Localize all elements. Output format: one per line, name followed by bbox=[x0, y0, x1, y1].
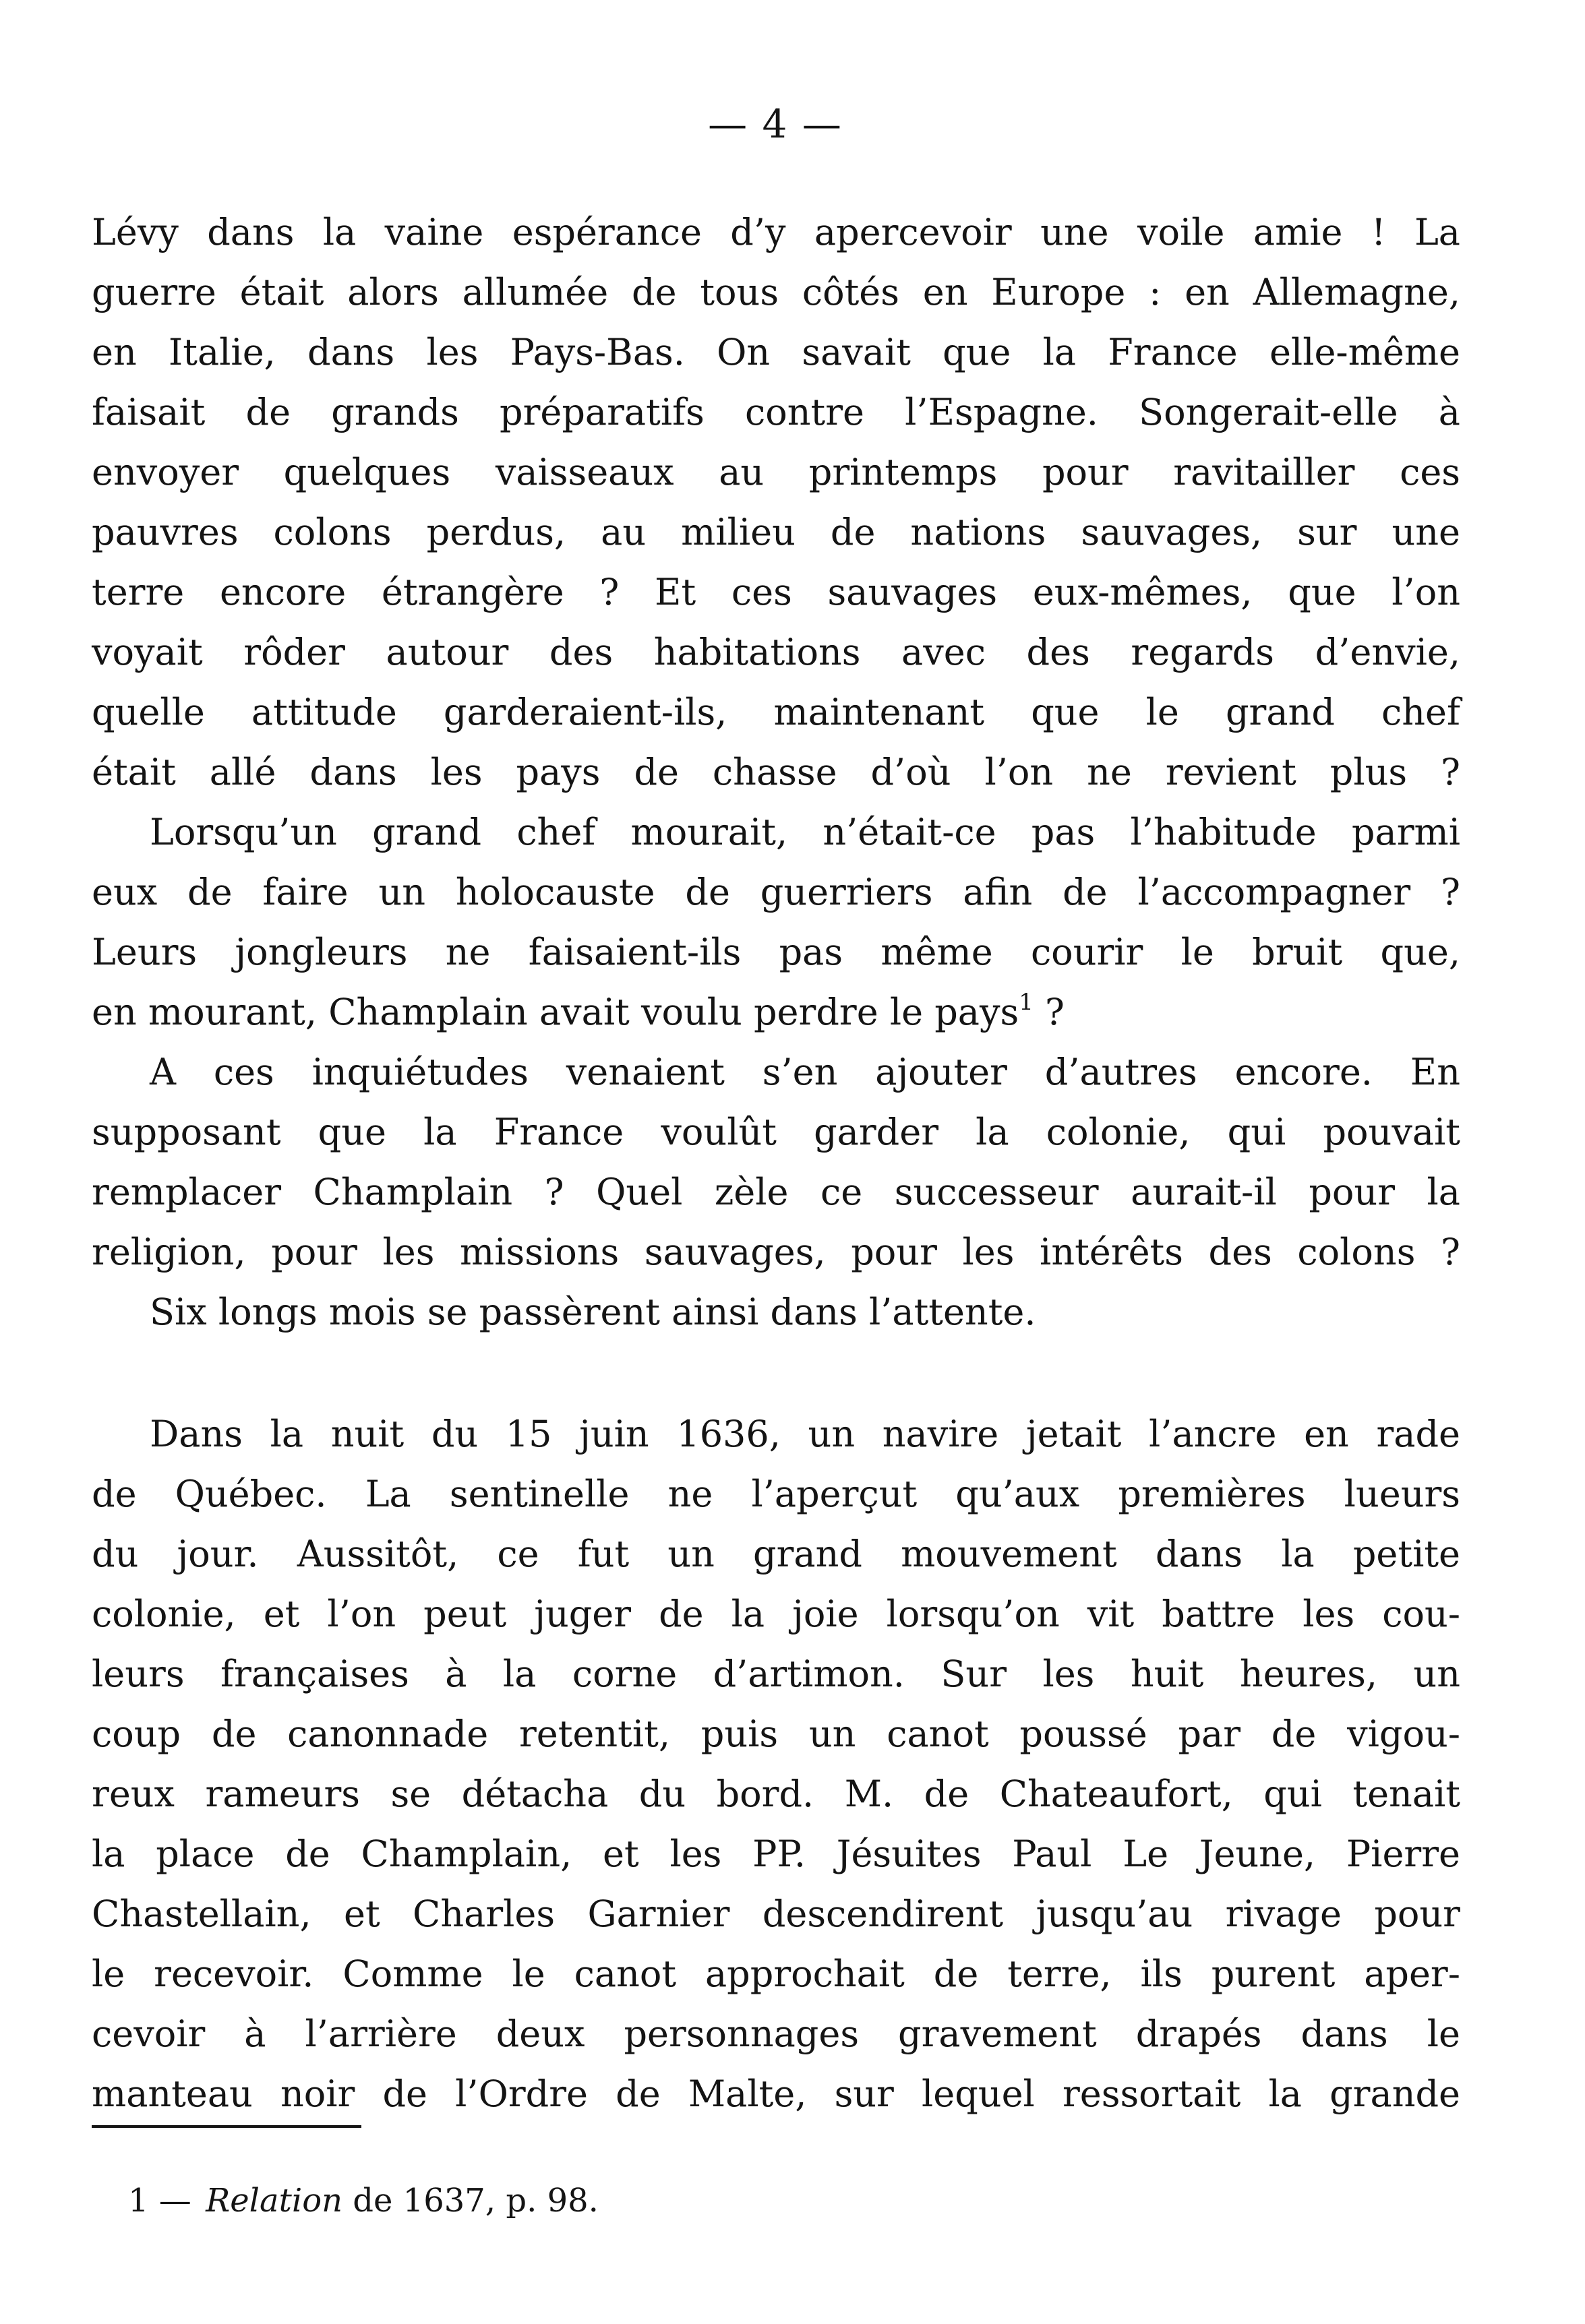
footnote-reference: 1 bbox=[1019, 989, 1034, 1016]
text-line: en Italie, dans les Pays-Bas. On savait que la France elle-même bbox=[92, 331, 1460, 373]
text-line: Dans la nuit du 15 juin 1636, un navire jetait l’ancre en rade bbox=[150, 1413, 1460, 1455]
text-line: le recevoir. Comme le canot approchait de terre, ils purent aper- bbox=[92, 1953, 1460, 1995]
text-line: la place de Champlain, et les PP. Jésuites Paul Le Jeune, Pierre bbox=[92, 1833, 1460, 1875]
text-line: colonie, et l’on peut juger de la joie lorsqu’on vit battre les cou- bbox=[92, 1593, 1460, 1635]
text-line: manteau noir de l’Ordre de Malte, sur lequel ressortait la grande bbox=[92, 2073, 1460, 2115]
footnote-title: Relation bbox=[206, 2182, 343, 2220]
text-line: religion, pour les missions sauvages, pour les intérêts des colons ? bbox=[92, 1231, 1460, 1273]
text-line: du jour. Aussitôt, ce fut un grand mouvement dans la petite bbox=[92, 1533, 1460, 1575]
text-line: Lorsqu’un grand chef mourait, n’était-ce pas l’habitude parmi bbox=[150, 811, 1460, 853]
text-line: Leurs jongleurs ne faisaient-ils pas même courir le bruit que, bbox=[92, 931, 1460, 973]
text-line: cevoir à l’arrière deux personnages gravement drapés dans le bbox=[92, 2013, 1460, 2055]
paragraph bbox=[92, 1282, 1460, 1342]
footnote-marker: 1 — bbox=[128, 2182, 191, 2220]
text-line: remplacer Champlain ? Quel zèle ce successeur aurait-il pour la bbox=[92, 1171, 1460, 1213]
text-line: leurs françaises à la corne d’artimon. Sur les huit heures, un bbox=[92, 1653, 1460, 1695]
text-line: coup de canonnade retentit, puis un canot poussé par de vigou- bbox=[92, 1713, 1460, 1755]
text-line: guerre était alors allumée de tous côtés en Europe : en Allemagne, bbox=[92, 271, 1460, 313]
paragraph bbox=[92, 802, 1460, 1042]
text-line: quelle attitude garderaient-ils, maintenant que le grand chef bbox=[92, 691, 1460, 733]
text-line-main: en mourant, Champlain avait voulu perdre le pays bbox=[92, 991, 1019, 1033]
text-line: Six longs mois se passèrent ainsi dans l’attente. bbox=[150, 1291, 1036, 1333]
text-line: faisait de grands préparatifs contre l’Espagne. Songerait-elle à bbox=[92, 391, 1460, 433]
text-line: A ces inquiétudes venaient s’en ajouter d’autres encore. En bbox=[150, 1051, 1460, 1093]
text-line: pauvres colons perdus, au milieu de nations sauvages, sur une bbox=[92, 511, 1460, 553]
text-line: reux rameurs se détacha du bord. M. de Chateaufort, qui tenait bbox=[92, 1773, 1460, 1815]
text-line: supposant que la France voulût garder la colonie, qui pouvait bbox=[92, 1111, 1460, 1153]
paragraph bbox=[92, 1042, 1460, 1282]
section-gap bbox=[92, 1342, 1460, 1404]
text-line-tail: ? bbox=[1033, 991, 1065, 1033]
body-text bbox=[92, 202, 1460, 2124]
footnote-text: de 1637, p. 98. bbox=[342, 2182, 599, 2220]
text-line: terre encore étrangère ? Et ces sauvages eux-mêmes, que l’on bbox=[92, 571, 1460, 613]
text-line: de Québec. La sentinelle ne l’aperçut qu’aux premières lueurs bbox=[92, 1473, 1460, 1515]
footnote bbox=[128, 2180, 599, 2221]
text-line: voyait rôder autour des habitations avec des regards d’envie, bbox=[92, 631, 1460, 673]
text-line: Chastellain, et Charles Garnier descendirent jusqu’au rivage pour bbox=[92, 1893, 1460, 1935]
text-line: envoyer quelques vaisseaux au printemps pour ravitailler ces bbox=[92, 451, 1460, 493]
text-line: était allé dans les pays de chasse d’où l’on ne revient plus ? bbox=[92, 751, 1460, 793]
text-line: eux de faire un holocauste de guerriers afin de l’accompagner ? bbox=[92, 871, 1460, 913]
page-number: — 4 — bbox=[708, 101, 843, 147]
paragraph bbox=[92, 202, 1460, 802]
paragraph bbox=[92, 1404, 1460, 2124]
text-line bbox=[92, 982, 1460, 1042]
text-line: Lévy dans la vaine espérance d’y apercevoir une voile amie ! La bbox=[92, 211, 1460, 253]
footnote-divider bbox=[92, 2125, 361, 2128]
